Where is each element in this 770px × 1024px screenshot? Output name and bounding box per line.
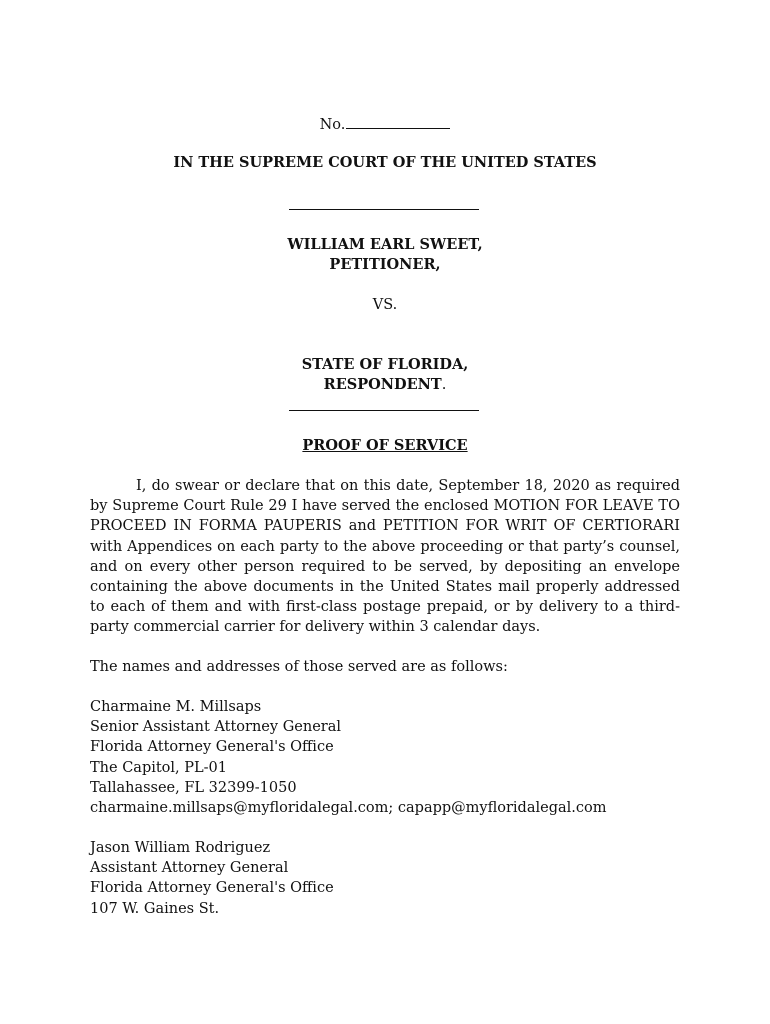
served-party-1-title: Senior Assistant Attorney General xyxy=(90,719,341,736)
service-declaration-paragraph: I, do swear or declare that on this date, September 18, 2020 as required by Supreme Court Rule 29 I have served the enclosed MOTION FOR LEAVE TO PROCEED IN FORMA PAUPERIS and PETITION FOR WRIT OF CERTIORARI with Appendices on each party to the above proceeding or that party’s counsel, and on every other person required to be served, by depositing an envelope containing the above documents in the United States mail properly addressed to each of them and with first-class postage prepaid, or by delivery to a third-party commercial carrier for delivery within 3 calendar days. xyxy=(90,478,680,636)
petitioner-name: WILLIAM EARL SWEET, xyxy=(287,236,483,253)
docket-number-blank xyxy=(346,114,450,129)
document-title: PROOF OF SERVICE xyxy=(302,437,468,454)
respondent-role: RESPONDENT xyxy=(323,376,442,393)
respondent-name: STATE OF FLORIDA, xyxy=(301,356,469,373)
served-party-1-name: Charmaine M. Millsaps xyxy=(90,699,262,715)
served-party-1-office: Florida Attorney General's Office xyxy=(90,739,334,756)
petitioner-role: PETITIONER, xyxy=(329,256,441,273)
served-party-2-name: Jason William Rodriguez xyxy=(90,840,271,856)
served-party-2-street: 107 W. Gaines St. xyxy=(90,900,220,917)
respondent-role-period: . xyxy=(441,377,447,393)
served-party-1-email: charmaine.millsaps@myfloridalegal.com; capapp@myfloridalegal.com xyxy=(90,800,607,817)
served-party-2-office: Florida Attorney General's Office xyxy=(90,880,334,897)
served-party-2 xyxy=(90,838,690,919)
served-party-1-city: Tallahassee, FL 32399-1050 xyxy=(90,779,297,796)
served-party-1-street: The Capitol, PL-01 xyxy=(90,759,228,776)
docket-number xyxy=(0,114,770,135)
caption-divider-bottom xyxy=(289,410,479,411)
served-intro-paragraph: The names and addresses of those served are as follows: xyxy=(90,659,508,675)
docket-label: No. xyxy=(319,117,346,133)
caption-divider-top xyxy=(289,209,479,210)
served-party-1 xyxy=(90,697,690,818)
respondent-role-line xyxy=(0,375,770,395)
document-title-line xyxy=(0,436,770,456)
served-party-2-title: Assistant Attorney General xyxy=(90,860,289,877)
versus-text: VS. xyxy=(372,297,398,313)
court-heading: IN THE SUPREME COURT OF THE UNITED STATES xyxy=(173,154,597,171)
